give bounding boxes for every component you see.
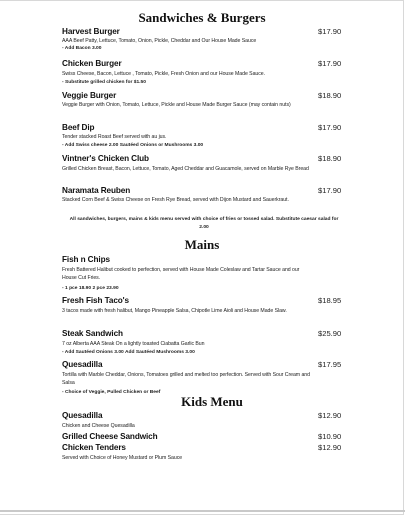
item-price-grilled-cheese: $10.90 <box>318 432 342 441</box>
item-desc-chicken-tenders: Served with Choice of Honey Mustard or Plum Sauce <box>62 455 183 461</box>
item-name-vintners-chicken-club: Vintner's Chicken Club <box>62 154 149 163</box>
item-note-quesadilla-main: - Choice of Veggie, Pulled Chicken or Beef <box>62 390 161 395</box>
item-name-quesadilla-main: Quesadilla <box>62 360 103 369</box>
sides-footnote: All sandwiches, burgers, mains & kids menu served with choice of fries or tossed salad. Substitute caesar salad for 2.00 <box>69 217 339 230</box>
item-name-kids-quesadilla: Quesadilla <box>62 411 103 420</box>
item-desc-vintners-chicken-club: Grilled Chicken Breast, Bacon, Lettuce, Tomato, Aged Cheddar and Guacamole, served on Marble Rye Bread <box>62 166 309 172</box>
item-price-chicken-burger: $17.90 <box>318 59 342 68</box>
item-note-fish-n-chips: - 1 pce 18.90 2 pce 23.90 <box>62 286 119 291</box>
item-desc-quesadilla-main: Tortilla with Marble Cheddar, Onions, Tomatoes grilled and melted too perfection. Served with Sour Cream and Salsa <box>62 372 310 386</box>
item-desc-naramata-reuben: Stacked Corn Beef & Swiss Cheese on Fresh Rye Bread, served with Dijon Mustard and Sauerkraut. <box>62 197 289 203</box>
item-desc-steak-sandwich: 7 oz Alberta AAA Steak On a lightly toasted Ciabatta Garlic Bun <box>62 341 205 347</box>
item-desc-harvest-burger: AAA Beef Patty, Lettuce, Tomato, Onion, Pickle, Cheddar and Our House Made Sauce <box>62 38 257 44</box>
item-price-beef-dip: $17.90 <box>318 123 342 132</box>
item-name-steak-sandwich: Steak Sandwich <box>62 329 123 338</box>
item-desc-chicken-burger: Swiss Cheese, Bacon, Lettuce , Tomato, Pickle, Fresh Onion and our House Made Sauce. <box>62 71 266 77</box>
item-price-harvest-burger: $17.90 <box>318 27 342 36</box>
item-name-fish-n-chips: Fish n Chips <box>62 255 110 264</box>
item-note-steak-sandwich: - Add Sautéed Onions 3.00 Add Sautéed Mushrooms 3.00 <box>62 350 195 355</box>
item-name-beef-dip: Beef Dip <box>62 123 95 132</box>
page-bottom-divider <box>0 510 405 512</box>
item-desc-beef-dip: Tender stacked Roast Beef served with au jus. <box>62 134 167 140</box>
item-name-fresh-fish-tacos: Fresh Fish Taco's <box>62 296 129 305</box>
section-title-mains: Mains <box>184 237 220 252</box>
item-price-veggie-burger: $18.90 <box>318 91 342 100</box>
item-name-grilled-cheese: Grilled Cheese Sandwich <box>62 432 158 441</box>
item-price-naramata-reuben: $17.90 <box>318 186 342 195</box>
item-price-steak-sandwich: $25.90 <box>318 329 342 338</box>
item-note-harvest-burger: - Add Bacon 3.00 <box>62 46 102 51</box>
item-desc-veggie-burger: Veggie Burger with Onion, Tomato, Lettuce, Pickle and House Made Burger Sauce (may contain nuts) <box>62 102 291 108</box>
item-name-chicken-tenders: Chicken Tenders <box>62 443 126 452</box>
item-note-chicken-burger: - Substitute grilled chicken for $1.50 <box>62 80 146 85</box>
item-note-beef-dip: - Add Swiss cheese 2.00 Sautéed Onions or Mushrooms 3.00 <box>62 143 204 148</box>
section-title-kids: Kids Menu <box>181 394 243 409</box>
item-desc-fresh-fish-tacos: 3 tacos made with fresh halibut, Mango Pineapple Salsa, Chipotle Lime Aioli and House Made Slaw. <box>62 308 287 314</box>
item-name-harvest-burger: Harvest Burger <box>62 27 120 36</box>
item-price-chicken-tenders: $12.90 <box>318 443 342 452</box>
item-price-quesadilla-main: $17.95 <box>318 360 342 369</box>
section-title-sandwiches: Sandwiches & Burgers <box>138 10 266 25</box>
item-name-naramata-reuben: Naramata Reuben <box>62 186 131 195</box>
item-name-chicken-burger: Chicken Burger <box>62 59 122 68</box>
item-desc-fish-n-chips: Fresh Battered Halibut cooked to perfection, served with House Made Coleslaw and Tartar Sauce and our House Cut Fries. <box>62 267 300 281</box>
item-desc-kids-quesadilla: Chicken and Cheese Quesadilla <box>62 423 135 429</box>
item-price-kids-quesadilla: $12.90 <box>318 411 342 420</box>
item-price-fresh-fish-tacos: $18.95 <box>318 296 342 305</box>
item-name-veggie-burger: Veggie Burger <box>62 91 117 100</box>
item-price-vintners-chicken-club: $18.90 <box>318 154 342 163</box>
